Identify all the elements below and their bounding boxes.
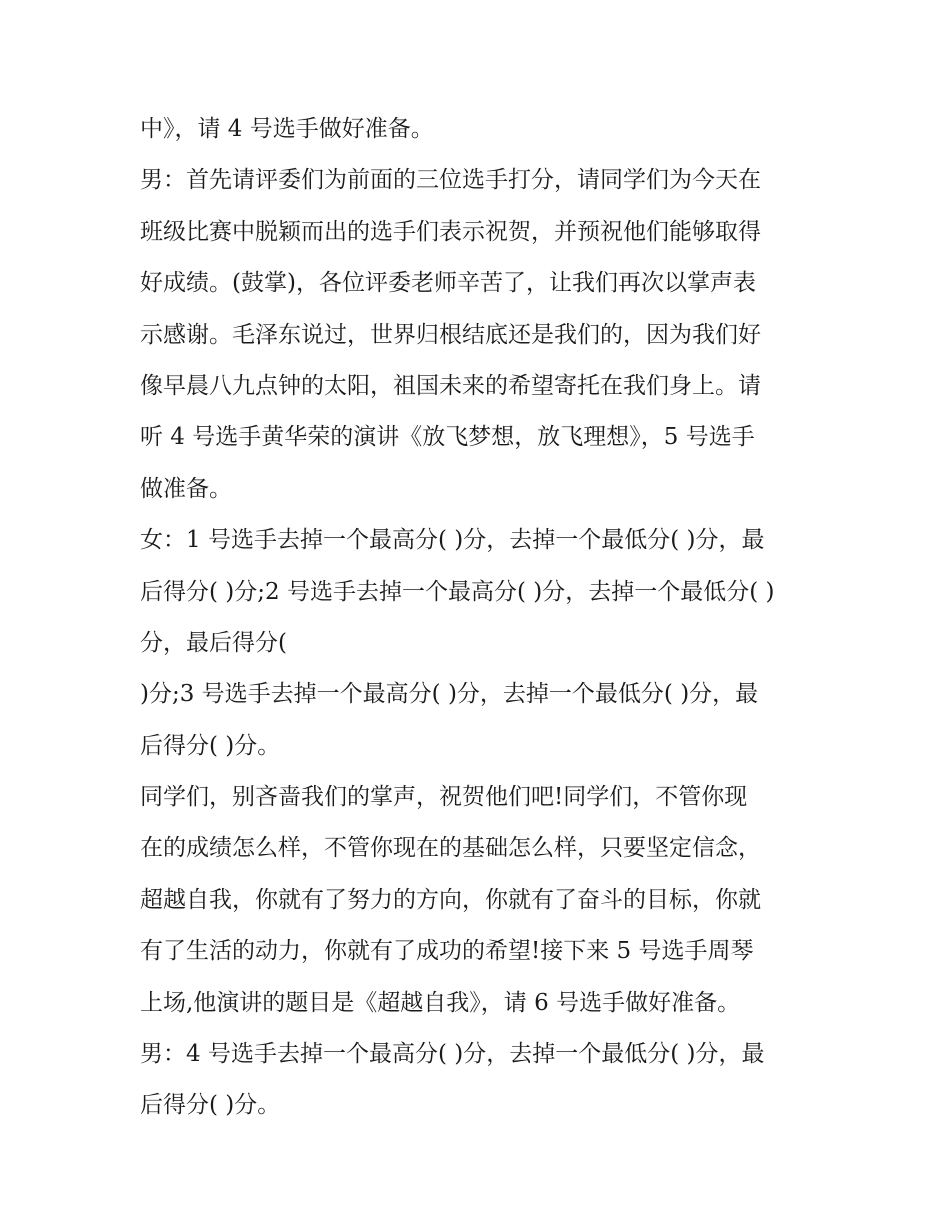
document-body <box>140 104 830 1132</box>
text-line: 分，最后得分( <box>140 629 287 656</box>
text-line: 做准备。 <box>140 475 232 502</box>
text-line: 听 4 号选手黄华荣的演讲《放飞梦想，放飞理想》，5 号选手 <box>140 424 755 451</box>
text-line: 男：4 号选手去掉一个最高分( )分，去掉一个最低分( )分，最 <box>140 1041 765 1068</box>
text-line: 示感谢。毛泽东说过，世界归根结底还是我们的，因为我们好 <box>140 321 761 348</box>
text-line: 班级比赛中脱颖而出的选手们表示祝贺，并预祝他们能够取得 <box>140 218 761 245</box>
text-line: 上场,他演讲的题目是《超越自我》，请 6 号选手做好准备。 <box>140 989 741 1016</box>
text-line: 后得分( )分。 <box>140 1092 281 1119</box>
text-line: 女：1 号选手去掉一个最高分( )分，去掉一个最低分( )分，最 <box>140 527 765 554</box>
text-line: 像早晨八九点钟的太阳，祖国未来的希望寄托在我们身上。请 <box>140 372 761 399</box>
text-line: 同学们，别吝啬我们的掌声，祝贺他们吧!同学们，不管你现 <box>140 784 748 811</box>
text-line: 男：首先请评委们为前面的三位选手打分，请同学们为今天在 <box>140 167 761 194</box>
text-line: 中》，请 4 号选手做好准备。 <box>140 116 434 142</box>
text-line: 在的成绩怎么样，不管你现在的基础怎么样，只要坚定信念， <box>140 835 761 862</box>
text-line: 好成绩。(鼓掌)，各位评委老师辛苦了，让我们再次以掌声表 <box>140 270 756 297</box>
text-line: 超越自我，你就有了努力的方向，你就有了奋斗的目标，你就 <box>140 886 761 913</box>
text-line: 后得分( )分。 <box>140 732 281 759</box>
text-line: 有了生活的动力，你就有了成功的希望!接下来 5 号选手周琴 <box>140 938 754 965</box>
text-line: )分;3 号选手去掉一个最高分( )分，去掉一个最低分( )分，最 <box>140 681 759 708</box>
text-line: 后得分( )分;2 号选手去掉一个最高分( )分，去掉一个最低分( ) <box>140 578 775 605</box>
